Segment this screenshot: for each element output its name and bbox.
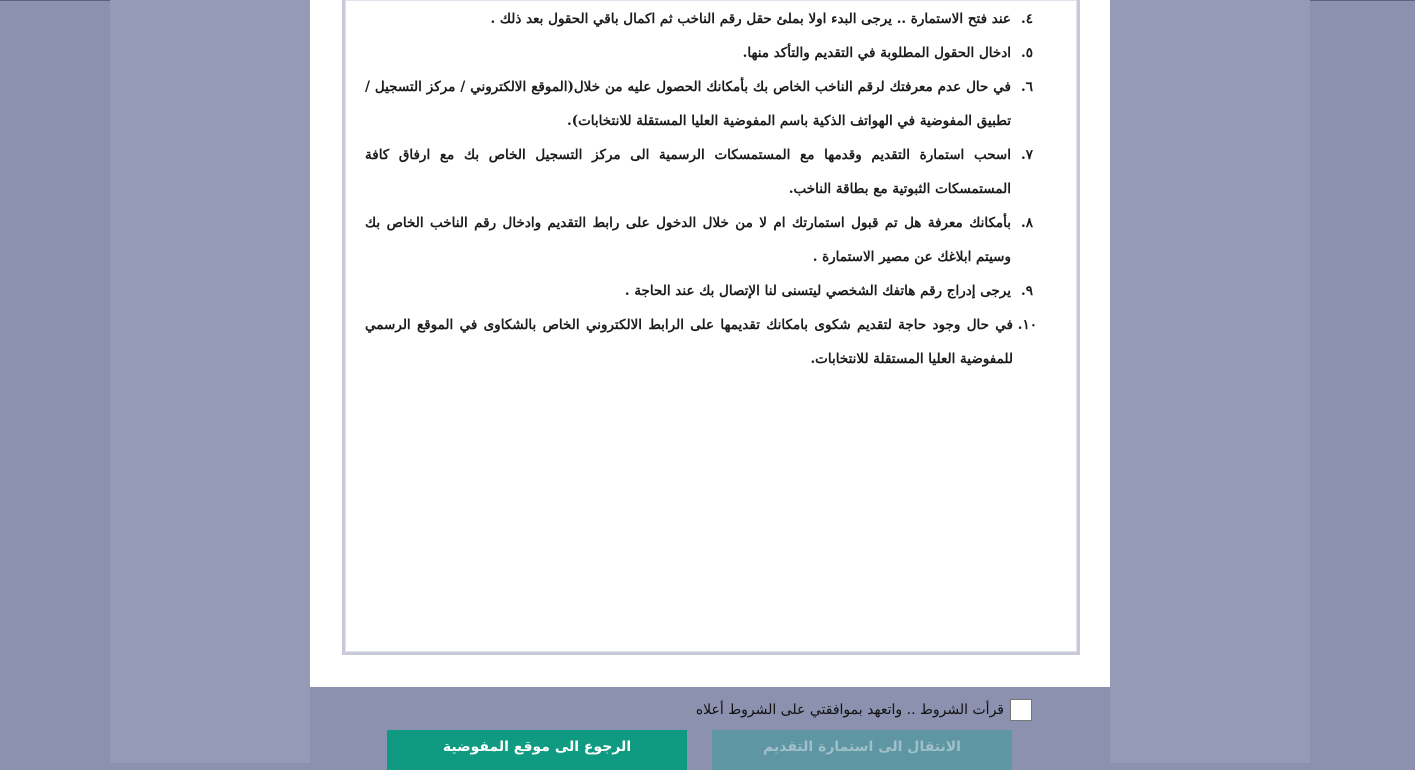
term-item <box>365 138 1033 206</box>
term-text: في حال وجود حاجة لتقديم شكوى بامكانك تقديمها على الرابط الالكتروني الخاص بالشكاوى في الموقع الرسمي للمفوضية العليا المستقلة للانتخابات. <box>365 317 1013 367</box>
term-text: يرجى إدراج رقم هاتفك الشخصي ليتسنى لنا الإتصال بك عند الحاجة . <box>624 283 1011 299</box>
term-number: ٦. <box>1021 79 1033 95</box>
term-item <box>365 308 1037 376</box>
term-item <box>365 206 1033 274</box>
term-number: ٤. <box>1021 11 1033 27</box>
agree-checkbox[interactable] <box>1010 699 1032 721</box>
term-item <box>365 36 1033 70</box>
term-item <box>365 2 1033 36</box>
term-text: بأمكانك معرفة هل تم قبول استمارتك ام لا من خلال الدخول على رابط التقديم وادخال رقم الناخب الخاص بك وسيتم ابلاغك عن مصير الاستمارة . <box>365 215 1011 265</box>
term-number: ٧. <box>1021 147 1033 163</box>
terms-list <box>365 2 1037 376</box>
right-background-band <box>1110 0 1310 763</box>
term-item <box>365 274 1033 308</box>
back-to-commission-button[interactable]: الرجوع الى موقع المفوضية <box>387 730 687 770</box>
agreement-row <box>600 697 1032 723</box>
term-text: عند فتح الاستمارة .. يرجى البدء اولا بملئ حقل رقم الناخب ثم اكمال باقي الحقول بعد ذلك . <box>490 11 1011 27</box>
term-number: ٥. <box>1021 45 1033 61</box>
term-number: ٩. <box>1021 283 1033 299</box>
term-number: ٨. <box>1021 215 1033 231</box>
term-text: في حال عدم معرفتك لرقم الناخب الخاص بك بأمكانك الحصول عليه من خلال(الموقع الالكتروني / مركز التسجيل / تطبيق المفوضية في الهواتف الذكية باسم المفوضية العليا المستقلة للانتخابات). <box>365 79 1011 129</box>
terms-document <box>310 0 1110 687</box>
agree-label: قرأت الشروط .. واتعهد بموافقتي على الشروط أعلاه <box>695 702 1004 718</box>
go-to-application-button[interactable]: الانتقال الى استمارة التقديم <box>712 730 1012 770</box>
term-number: ١٠. <box>1017 317 1037 333</box>
term-text: اسحب استمارة التقديم وقدمها مع المستمسكات الرسمية الى مركز التسجيل الخاص بك مع ارفاق كافة المستمسكات الثبوتية مع بطاقة الناخب. <box>365 147 1011 197</box>
left-background-band <box>110 0 310 763</box>
term-item <box>365 70 1033 138</box>
term-text: ادخال الحقول المطلوبة في التقديم والتأكد منها. <box>742 45 1011 61</box>
